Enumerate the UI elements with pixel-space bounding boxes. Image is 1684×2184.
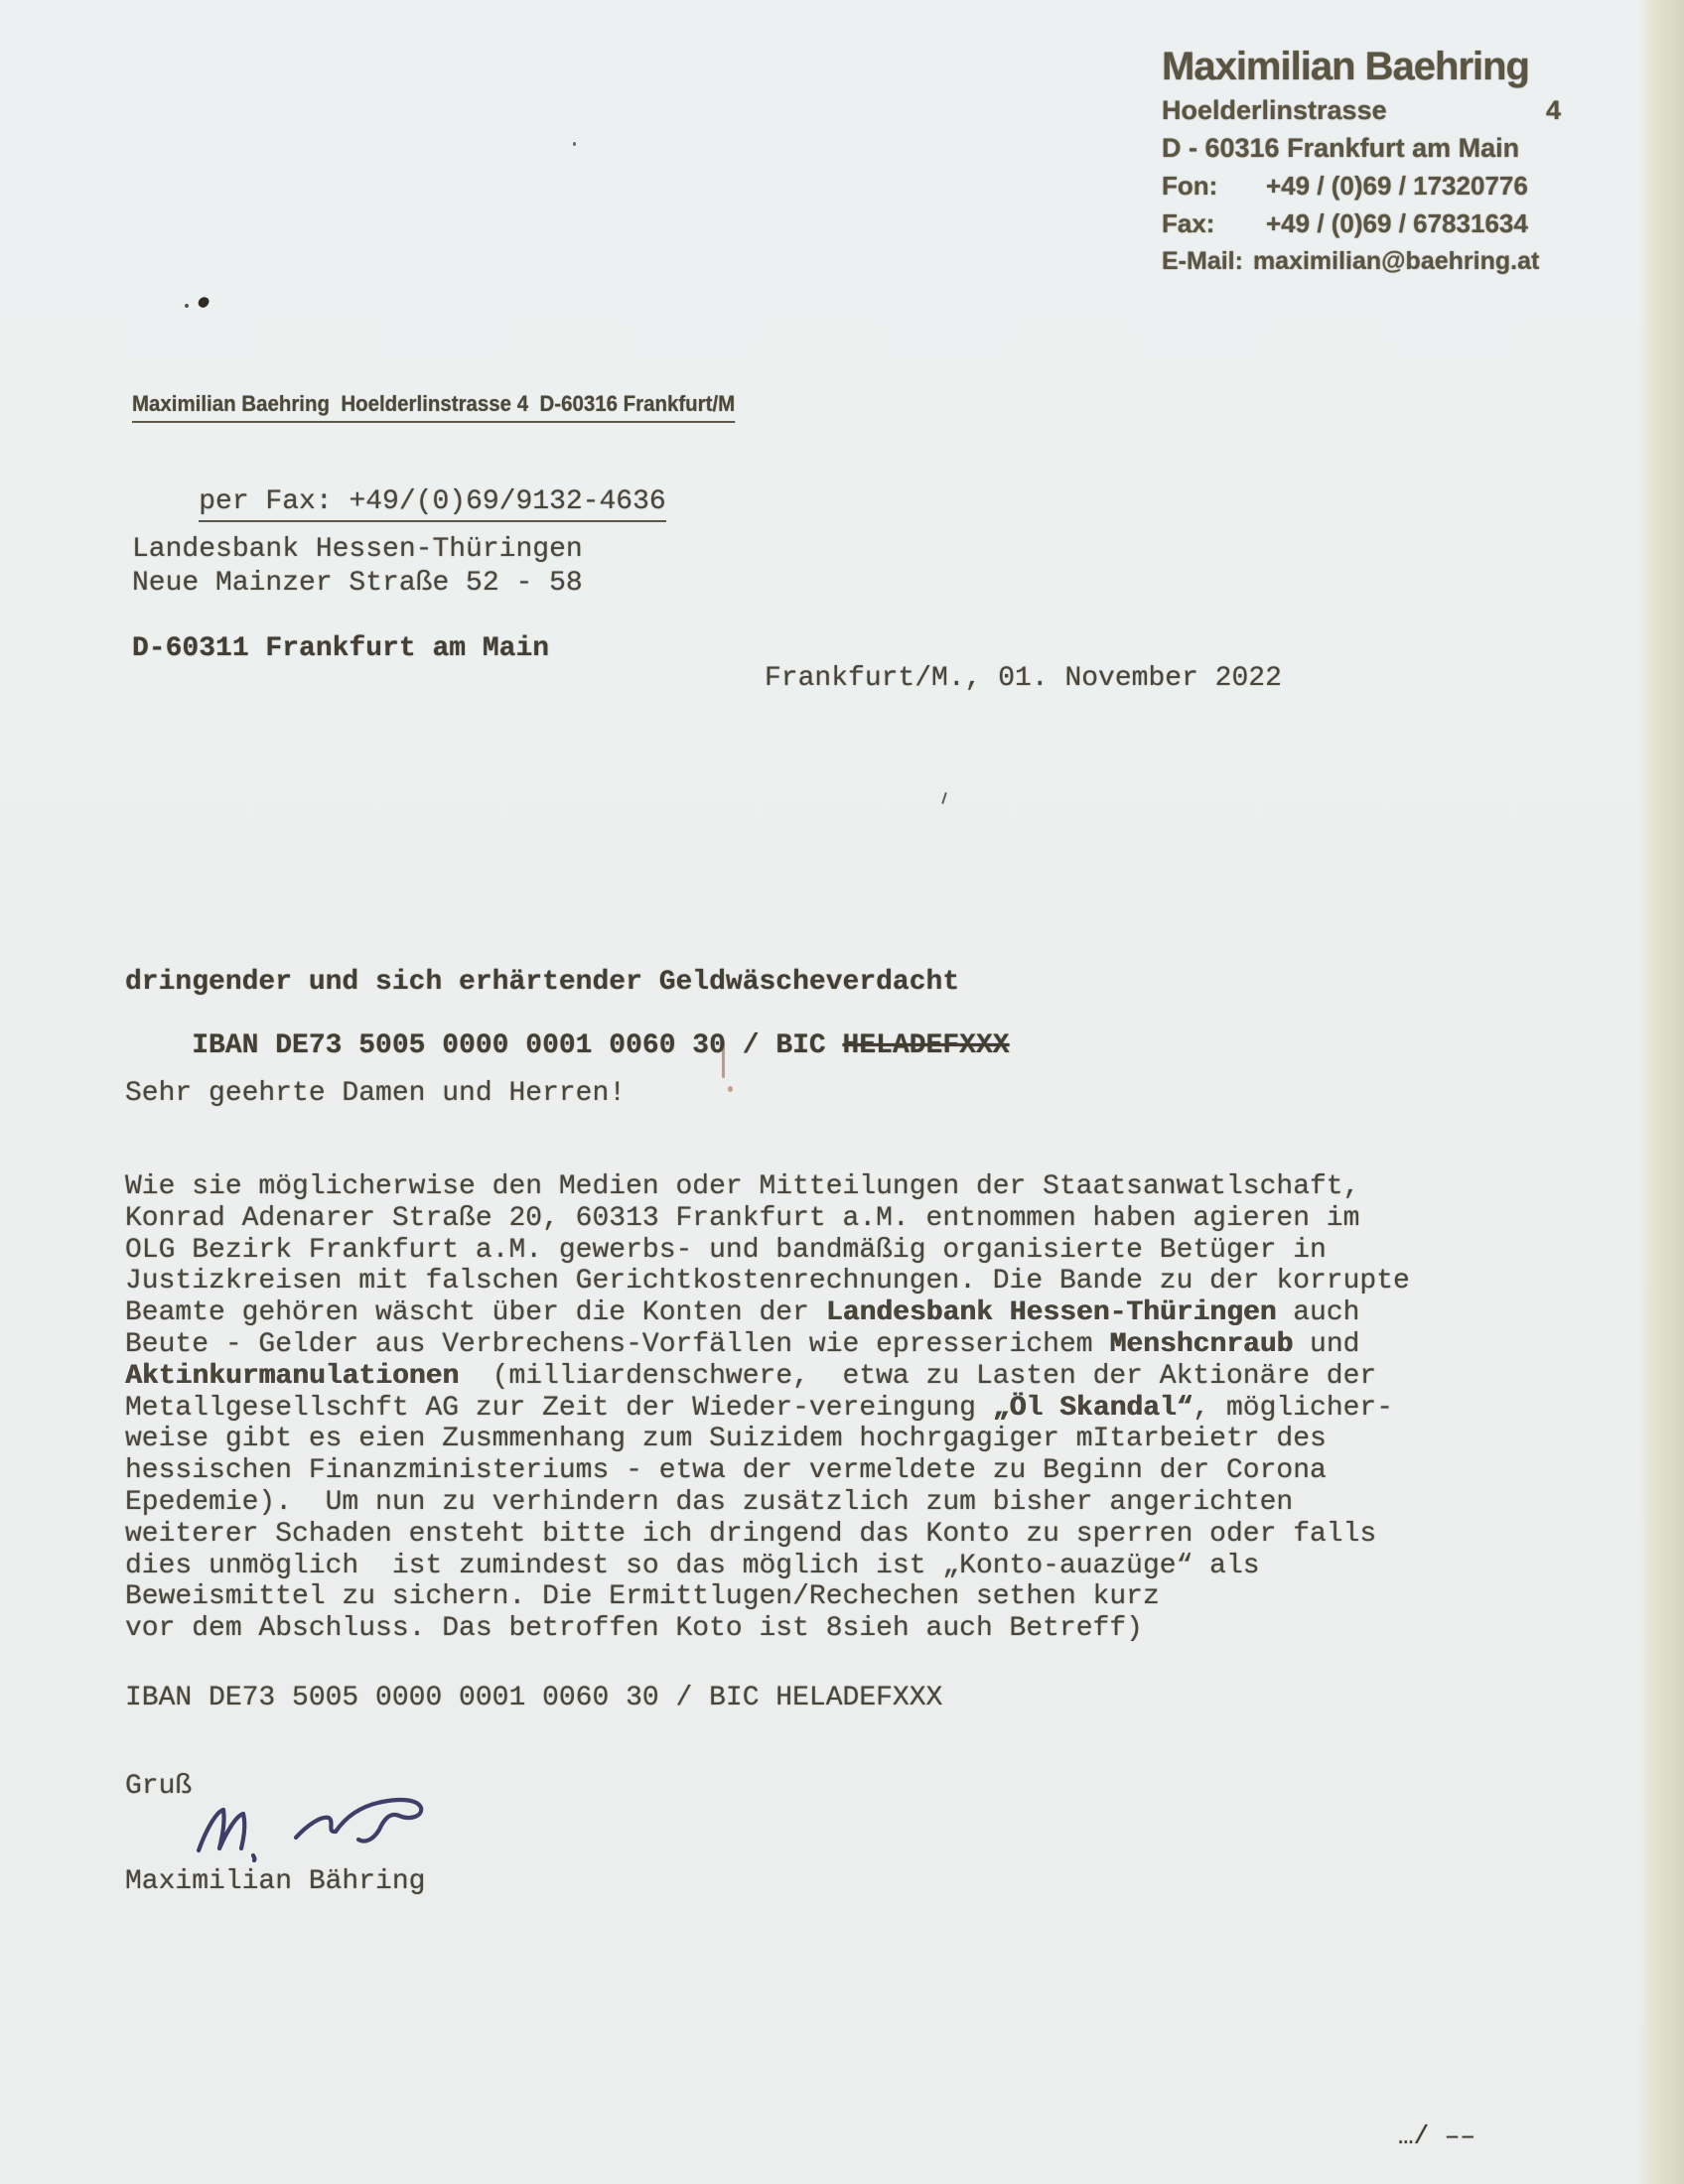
- body-line: dies unmöglich ist zumindest so das möglich ist „Konto-auazüge“ als: [125, 1550, 1260, 1581]
- subject-iban: IBAN DE73 5005 0000 0001 0060 30 / BIC: [192, 1030, 843, 1061]
- closing: Gruß: [125, 1771, 193, 1802]
- body-text: [125, 1171, 1410, 1645]
- letterhead-fon: [1162, 167, 1561, 205]
- body-line: Konrad Adenarer Straße 20, 60313 Frankfurt a.M. entnommen haben agieren im: [125, 1202, 1360, 1234]
- body-line: Epedemie). Um nun zu verhindern das zusätzlich zum bisher angerichten: [125, 1486, 1294, 1518]
- scan-edge-shadow: [1638, 0, 1684, 2184]
- email-value: maximilian@baehring.at: [1252, 247, 1540, 275]
- dateline: Frankfurt/M., 01. November 2022: [765, 663, 1282, 694]
- ink-speck: [185, 304, 189, 308]
- recipient-line1: Landesbank Hessen-Thüringen: [132, 534, 583, 565]
- signature-scribble: [177, 1785, 435, 1874]
- body-line: vor dem Abschluss. Das betroffen Koto ist 8sieh auch Betreff): [125, 1613, 1143, 1645]
- letterhead-email: [1162, 242, 1561, 280]
- body-line: weise gibt es eien Zusmmenhang zum Suizidem hochrgagiger mItarbeietr des: [125, 1424, 1327, 1455]
- recipient-line2: Neue Mainzer Straße 52 - 58: [132, 568, 583, 599]
- letterhead-street-name: Hoelderlinstrasse: [1162, 95, 1387, 125]
- body-line: Metallgesellschft AG zur Zeit der Wieder-vereingung „Öl Skandal“, möglicher-: [125, 1392, 1394, 1424]
- fax-label: Fax:: [1162, 208, 1215, 238]
- body-line: Aktinkurmanulationen (milliardenschwere, etwa zu Lasten der Aktionäre der: [125, 1360, 1377, 1392]
- email-label: E-Mail:: [1162, 247, 1243, 275]
- fon-label: Fon:: [1162, 171, 1218, 201]
- body-line: Justizkreisen mit falschen Gerichtkostenrechnungen. Die Bande zu der korrupte: [125, 1266, 1410, 1297]
- recipient-line3: D-60311 Frankfurt am Main: [132, 633, 550, 664]
- body-line: OLG Bezirk Frankfurt a.M. gewerbs- und bandmäßig organisierte Betüger in: [125, 1234, 1327, 1266]
- letterhead-street: [1162, 91, 1561, 129]
- body-line: weiterer Schaden ensteht bitte ich dringend das Konto zu sperren oder falls: [125, 1518, 1377, 1550]
- letterhead: [1162, 42, 1561, 280]
- letterhead-city: D - 60316 Frankfurt am Main: [1162, 133, 1520, 163]
- body-line: hessischen Finanzministeriums - etwa der vermeldete zu Beginn der Corona: [125, 1455, 1327, 1487]
- fon-value: +49 / (0)69 / 17320776: [1266, 171, 1528, 201]
- fax-value: +49 / (0)69 / 67831634: [1266, 208, 1528, 238]
- sender-return-address: Maximilian Baehring Hoelderlinstrasse 4 D-60316 Frankfurt/M: [132, 391, 735, 423]
- stray-tick-mark: [941, 792, 947, 804]
- letterhead-fax: [1162, 205, 1561, 242]
- subject-bic-struck: HELADEFXXX: [842, 1030, 1010, 1061]
- iban-line: IBAN DE73 5005 0000 0001 0060 30 / BIC HELADEFXXX: [125, 1683, 943, 1713]
- ink-speck: [573, 142, 576, 146]
- letterhead-name: Maximilian Baehring: [1162, 45, 1529, 88]
- subject-line1: dringender und sich erhärtender Geldwäscheverdacht: [125, 967, 960, 998]
- salutation: Sehr geehrte Damen und Herren!: [125, 1078, 627, 1109]
- ink-blot: [197, 295, 210, 309]
- letterhead-street-number: 4: [1545, 95, 1561, 125]
- body-line: Beamte gehören wäscht über die Konten der Landesbank Hessen-Thüringen auch: [125, 1297, 1360, 1329]
- body-line: Beute - Gelder aus Verbrechens-Vorfällen wie epresserichem Menshcnraub und: [125, 1328, 1360, 1360]
- body-line: Wie sie möglicherwise den Medien oder Mitteilungen der Staatsanwatlschaft,: [125, 1171, 1360, 1202]
- signature-name: Maximilian Bähring: [125, 1866, 426, 1897]
- body-line: Beweismittel zu sichern. Die Ermittlugen/Rechechen sethen kurz: [125, 1581, 1160, 1613]
- fax-routing-text: per Fax: +49/(0)69/9132-4636: [199, 486, 665, 522]
- page-marker: …/ ––: [1398, 2121, 1476, 2151]
